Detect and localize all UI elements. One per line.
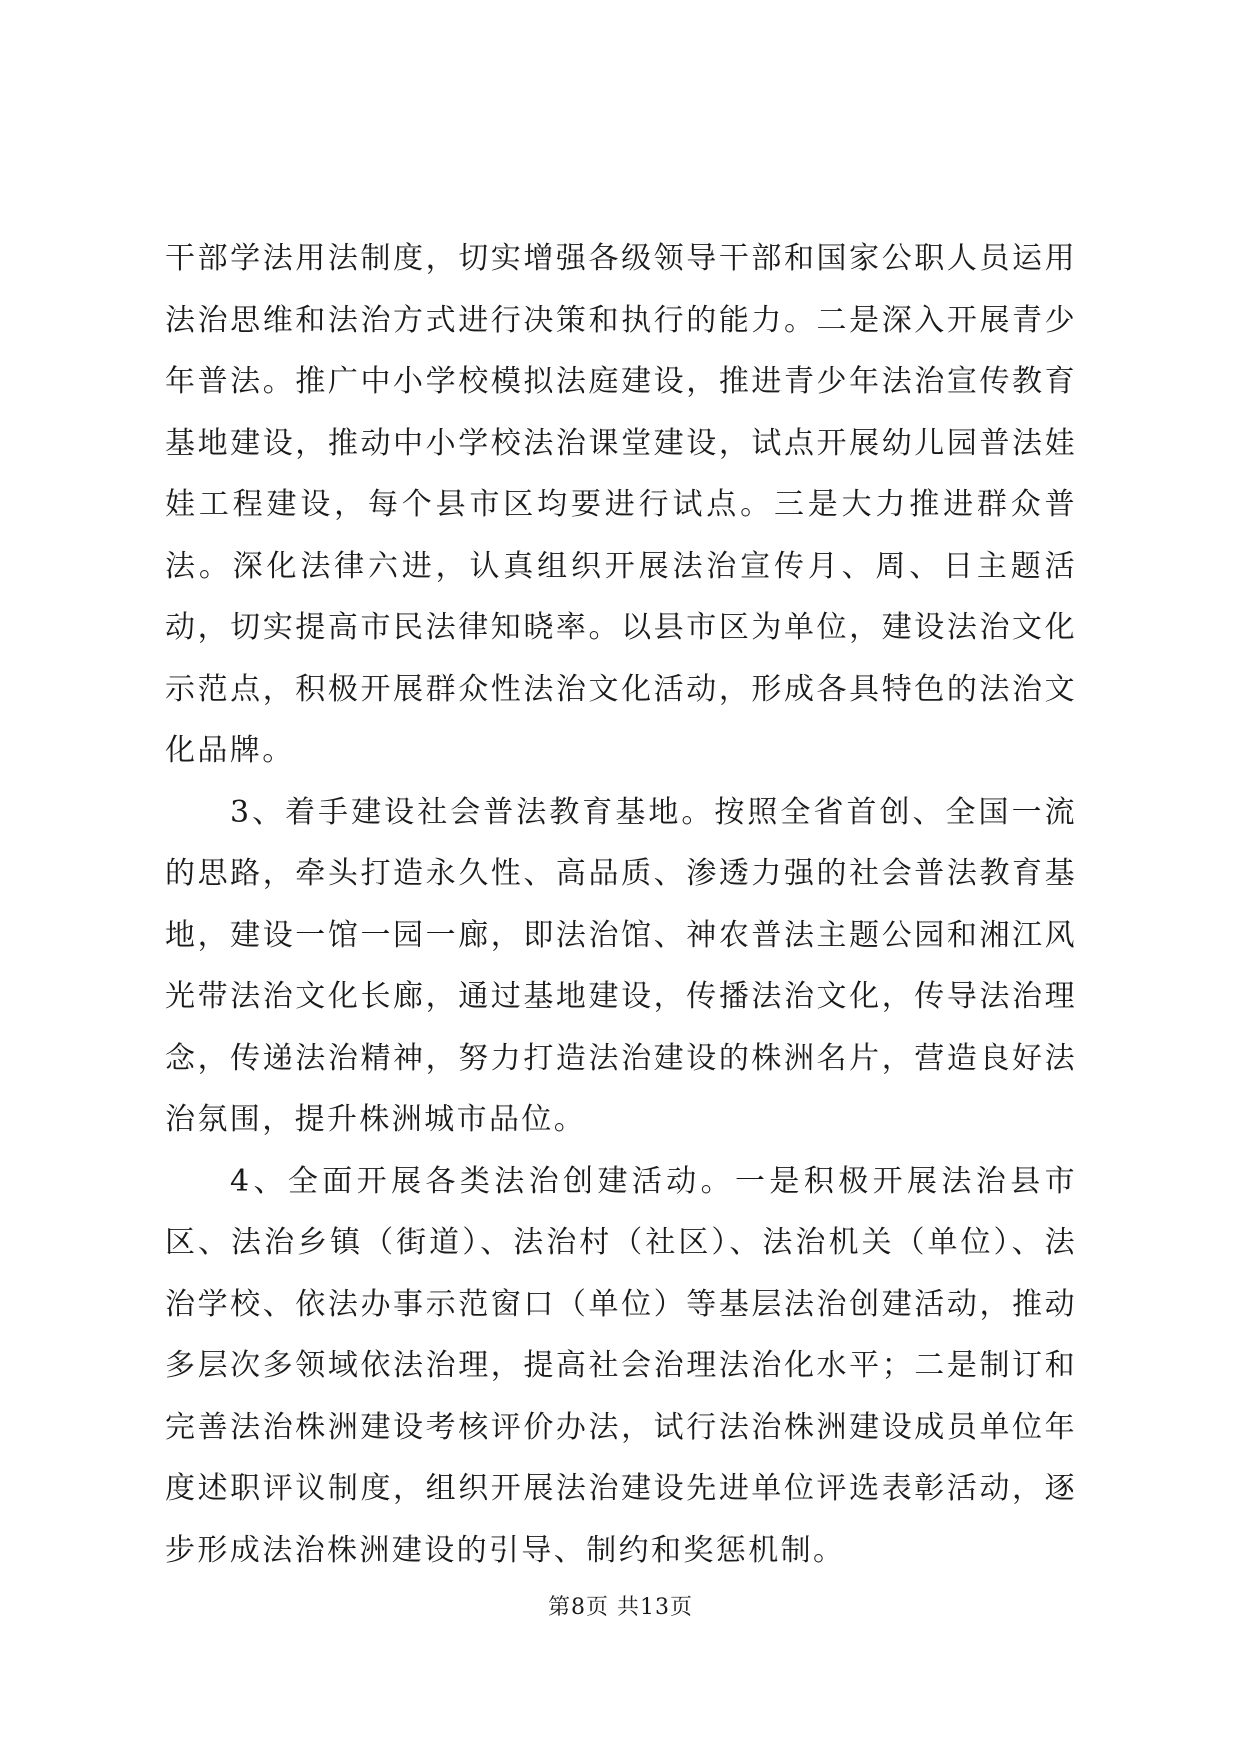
- document-body: [165, 228, 1077, 1581]
- paragraph-4-creation-activities: 4、全面开展各类法治创建活动。一是积极开展法治县市区、法治乡镇（街道）、法治村（社区）、法治机关（单位）、法治学校、依法办事示范窗口（单位）等基层法治创建活动，推动多层次多领域依法治理，提高社会治理法治化水平；二是制订和完善法治株洲建设考核评价办法，试行法治株洲建设成员单位年度述职评议制度，组织开展法治建设先进单位评选表彰活动，逐步形成法治株洲建设的引导、制约和奖惩机制。: [165, 1163, 1077, 1568]
- page-number-label: 第8页 共13页: [548, 1595, 693, 1620]
- page-footer: [0, 1590, 1241, 1621]
- paragraph-continuation: 干部学法用法制度，切实增强各级领导干部和国家公职人员运用法治思维和法治方式进行决策和执行的能力。二是深入开展青少年普法。推广中小学校模拟法庭建设，推进青少年法治宣传教育基地建设，推动中小学校法治课堂建设，试点开展幼儿园普法娃娃工程建设，每个县市区均要进行试点。三是大力推进群众普法。深化法律六进，认真组织开展法治宣传月、周、日主题活动，切实提高市民法律知晓率。以县市区为单位，建设法治文化示范点，积极开展群众性法治文化活动，形成各具特色的法治文化品牌。: [165, 241, 1077, 768]
- paragraph-3-education-base: 3、着手建设社会普法教育基地。按照全省首创、全国一流的思路，牵头打造永久性、高品质、渗透力强的社会普法教育基地，建设一馆一园一廊，即法治馆、神农普法主题公园和湘江风光带法治文化长廊，通过基地建设，传播法治文化，传导法治理念，传递法治精神，努力打造法治建设的株洲名片，营造良好法治氛围，提升株洲城市品位。: [165, 794, 1077, 1137]
